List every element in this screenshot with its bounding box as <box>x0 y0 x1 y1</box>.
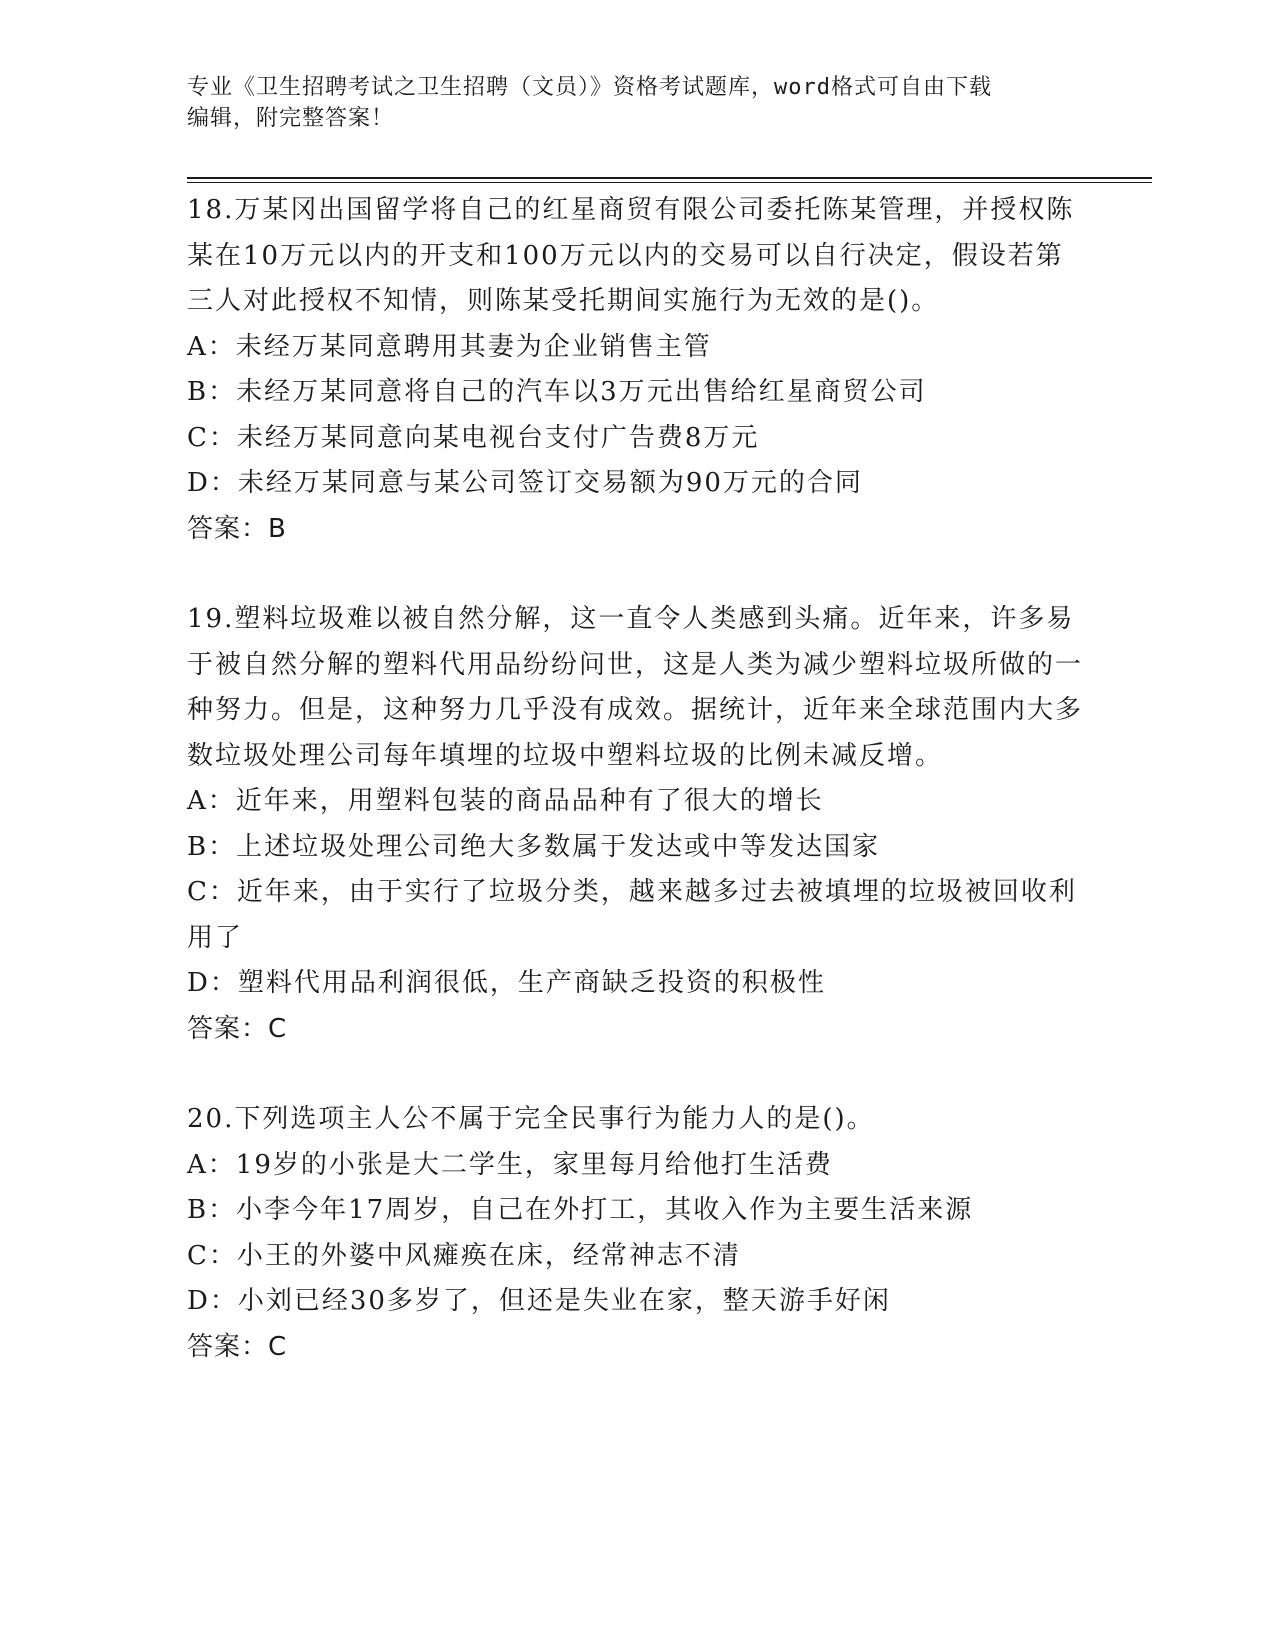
option-d: D：小刘已经30多岁了，但还是失业在家，整天游手好闲 <box>187 1286 891 1316</box>
question-19 <box>187 597 1087 1052</box>
question-20 <box>187 1097 1087 1370</box>
option-a: A：19岁的小张是大二学生，家里每月给他打生活费 <box>187 1149 833 1180</box>
option-b: B：上述垃圾处理公司绝大多数属于发达或中等发达国家 <box>187 831 881 862</box>
question-stem: 19.塑料垃圾难以被自然分解，这一直令人类感到头痛。近年来，许多易于被自然分解的塑料代用品纷纷问世，这是人类为减少塑料垃圾所做的一种努力。但是，这种努力几乎没有成效。据统计，近年来全球范围内大多数垃圾处理公司每年填埋的垃圾中塑料垃圾的比例未减反增。 <box>187 604 1084 771</box>
option-d: D：未经万某同意与某公司签订交易额为90万元的合同 <box>187 468 863 498</box>
question-stem: 20.下列选项主人公不属于完全民事行为能力人的是()。 <box>187 1104 875 1134</box>
answer: 答案：C <box>187 1013 288 1044</box>
header-line-2: 编辑，附完整答案！ <box>187 106 395 131</box>
option-c: C：近年来，由于实行了垃圾分类，越来越多过去被填埋的垃圾被回收利用了 <box>187 877 1077 953</box>
question-list <box>187 188 1087 1370</box>
header-divider-thin <box>187 182 1152 183</box>
answer: 答案：B <box>187 513 287 544</box>
question-stem: 18.万某冈出国留学将自己的红星商贸有限公司委托陈某管理，并授权陈某在10万元以内的开支和100万元以内的交易可以自行决定，假设若第三人对此授权不知情，则陈某受托期间实施行为无效的是()。 <box>187 195 1075 316</box>
option-d: D：塑料代用品利润很低，生产商缺乏投资的积极性 <box>187 968 826 998</box>
option-b: B：未经万某同意将自己的汽车以3万元出售给红星商贸公司 <box>187 377 927 407</box>
option-a: A：未经万某同意聘用其妻为企业销售主管 <box>187 331 712 362</box>
answer: 答案：C <box>187 1331 288 1362</box>
page-header <box>187 72 1087 134</box>
header-divider-thick <box>187 177 1152 179</box>
option-b: B：小李今年17周岁，自己在外打工，其收入作为主要生活来源 <box>187 1195 974 1225</box>
option-c: C：未经万某同意向某电视台支付广告费8万元 <box>187 422 760 453</box>
option-a: A：近年来，用塑料包装的商品品种有了很大的增长 <box>187 786 824 816</box>
header-line-1: 专业《卫生招聘考试之卫生招聘（文员）》资格考试题库，word格式可自由下载 <box>187 75 992 100</box>
question-18 <box>187 188 1087 552</box>
option-c: C：小王的外婆中风瘫痪在床，经常神志不清 <box>187 1240 741 1271</box>
